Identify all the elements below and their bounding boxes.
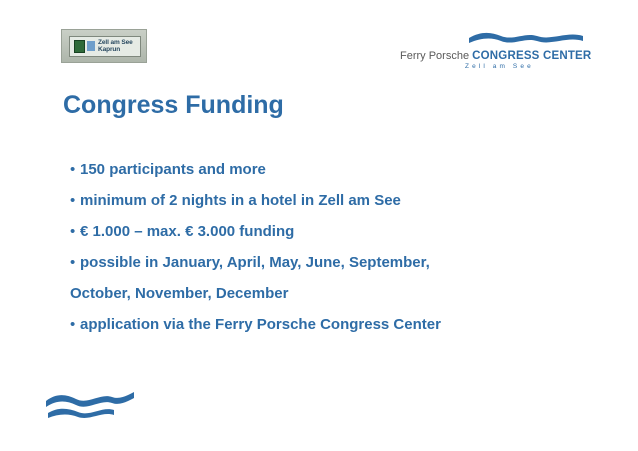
bullet-dot: • xyxy=(70,161,76,178)
bullet-continuation xyxy=(70,278,441,309)
bullet-text: € 1.000 – max. € 3.000 funding xyxy=(80,223,295,240)
logo-prefix: Ferry Porsche xyxy=(400,50,470,62)
slide-title: Congress Funding xyxy=(63,91,284,119)
bullet-item xyxy=(70,309,441,340)
bullet-text: minimum of 2 nights in a hotel in Zell am See xyxy=(80,192,401,209)
bullet-list xyxy=(70,154,441,340)
bullet-dot: • xyxy=(70,223,76,240)
mountain-mark-icon xyxy=(74,40,85,53)
bullet-text: possible in January, April, May, June, September, xyxy=(80,254,430,271)
bullet-item xyxy=(70,216,441,247)
bullet-text: October, November, December xyxy=(70,285,289,302)
bullet-text: application via the Ferry Porsche Congress Center xyxy=(80,316,441,333)
logo-text-line-2: Kaprun xyxy=(98,46,121,53)
bullet-dot: • xyxy=(70,192,76,209)
bullet-item xyxy=(70,185,441,216)
wave-logo-icon xyxy=(467,29,585,49)
bullet-text: 150 participants and more xyxy=(80,161,266,178)
logo-brand-line xyxy=(400,50,591,62)
logo-name: CONGRESS CENTER xyxy=(472,50,592,62)
bullet-dot: • xyxy=(70,316,76,333)
logo-text-line-1: Zell am See xyxy=(98,39,133,46)
footer-wave-icon xyxy=(44,385,136,421)
logo-text xyxy=(98,39,133,53)
bullet-dot: • xyxy=(70,254,76,271)
lake-mark-icon xyxy=(87,41,95,51)
bullet-item xyxy=(70,247,441,278)
logo-badge xyxy=(69,36,141,57)
zell-am-see-kaprun-logo xyxy=(61,29,147,63)
bullet-item xyxy=(70,154,441,185)
ferry-porsche-congress-center-logo xyxy=(398,29,592,70)
logo-location: Zell am See xyxy=(465,63,534,70)
